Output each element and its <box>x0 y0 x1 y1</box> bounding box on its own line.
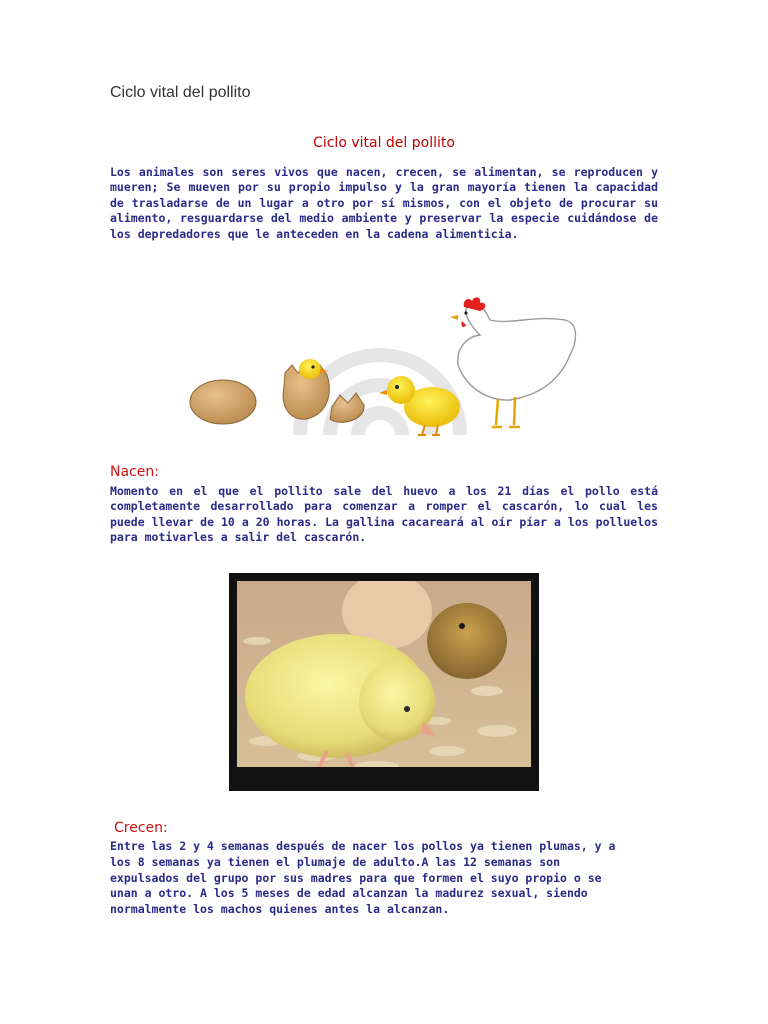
section-text-crecen: Entre las 2 y 4 semanas después de nacer los pollos ya tienen plumas, y a los 8 semanas ya tienen el plumaje de adulto.A las 12 semanas son expulsados del grupo por sus madres para que formen el suyo propio o se unan a otro. A los 5 meses de edad alcanzan la madurez sexual, siendo normalmente los machos quienes antes la alcanzan. <box>110 839 616 917</box>
section-heading-nacen: Nacen: <box>110 464 159 480</box>
chicks-photo-image <box>237 581 531 776</box>
page-heading: Ciclo vital del pollito <box>110 84 251 101</box>
hatching-chicks-photo <box>229 573 539 791</box>
document-title: Ciclo vital del pollito <box>313 135 455 151</box>
section-heading-crecen: Crecen: <box>114 820 168 836</box>
life-cycle-illustration <box>180 295 590 440</box>
egg-icon <box>190 380 256 424</box>
hen-icon <box>450 297 575 427</box>
intro-paragraph: Los animales son seres vivos que nacen, crecen, se alimentan, se reproducen y mueren; Se mueven por su propio impulso y la gran mayoría tienen la capacidad de trasladarse de un lugar a otro por sí mismos, con el objeto de procurar su alimento, resguardarse del medio ambiente y preservar la especie cuidándose de los depredadores que le anteceden en la cadena alimenticia. <box>110 165 658 241</box>
section-text-nacen: Momento en el que el pollito sale del huevo a los 21 días el pollo está completamente desarrollado para comenzar a romper el cascarón, lo cual les puede llevar de 10 a 20 horas. La gallina cacareará al oír píar a los polluelos para motivarles a salir del cascarón. <box>110 484 658 545</box>
